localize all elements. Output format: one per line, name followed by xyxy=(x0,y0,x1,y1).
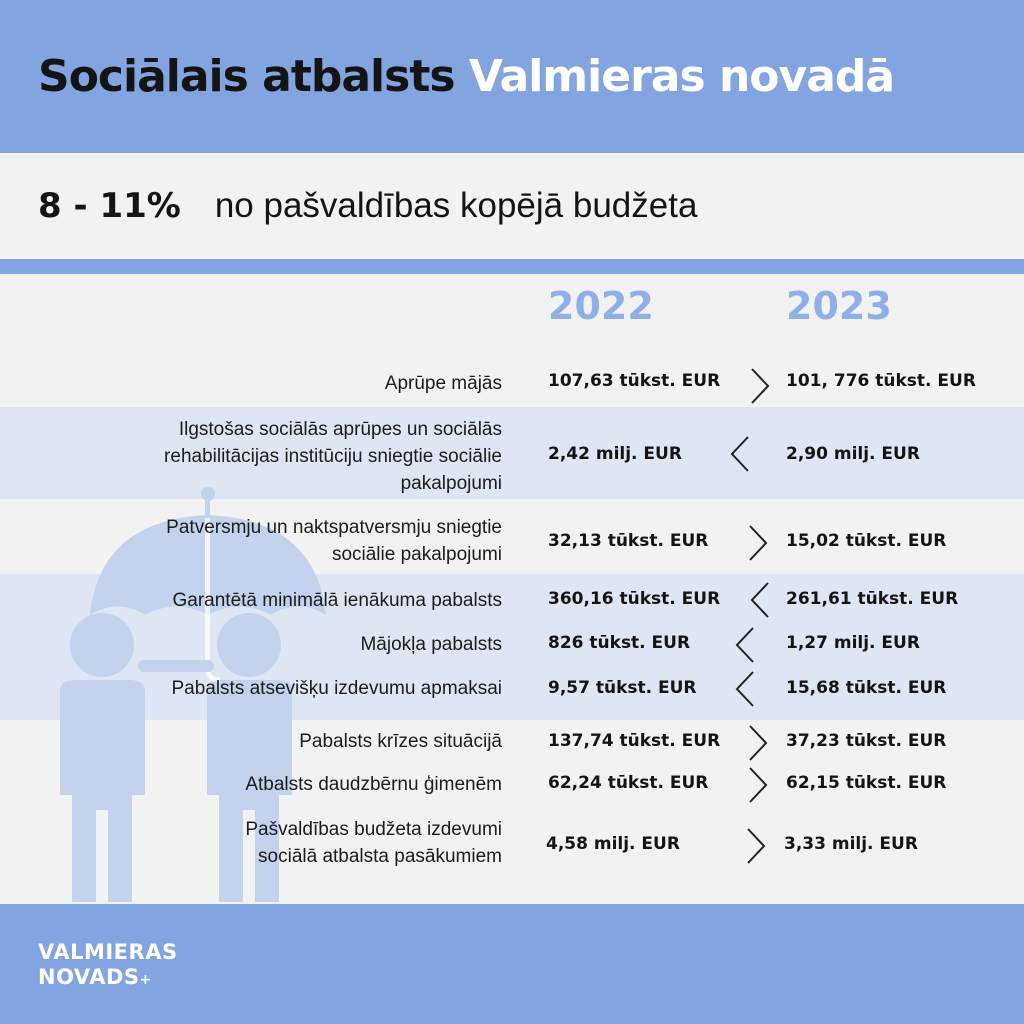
value-2022: 360,16 tūkst. EUR xyxy=(548,589,721,609)
value-2023: 15,68 tūkst. EUR xyxy=(786,678,947,698)
row-label-line: Pašvaldības budžeta izdevumi xyxy=(245,819,502,840)
row-label-line: Ilgstošas sociālās aprūpes un sociālās xyxy=(178,419,502,440)
row-label: Garantētā minimālā ienākuma pabalsts xyxy=(172,590,502,611)
chevron-right-icon xyxy=(748,366,772,406)
row-label-line: pakalpojumi xyxy=(400,473,502,494)
year-2023-header: 2023 xyxy=(786,284,892,328)
budget-percent: 8 - 11% xyxy=(38,186,181,226)
page-title xyxy=(38,51,894,102)
logo-line-2: NOVADS xyxy=(38,965,140,989)
year-2022-header: 2022 xyxy=(548,284,654,328)
row-label: Atbalsts daudzbērnu ģimenēm xyxy=(245,774,502,795)
budget-share xyxy=(0,153,1024,259)
value-2022: 826 tūkst. EUR xyxy=(548,633,691,653)
value-2023: 15,02 tūkst. EUR xyxy=(786,531,947,551)
row-label: Pabalsts atsevišķu izdevumu apmaksai xyxy=(171,678,502,699)
chevron-right-icon xyxy=(746,765,770,805)
row-label: Mājokļa pabalsts xyxy=(360,634,502,655)
value-2022: 4,58 milj. EUR xyxy=(546,834,680,854)
row-label-line: sociālā atbalsta pasākumiem xyxy=(258,846,502,867)
row-label-line: rehabilitācijas institūciju sniegtie sociālie xyxy=(164,446,502,467)
row-label-line: sociālie pakalpojumi xyxy=(331,544,502,565)
row-label-line: Patversmju un naktspatversmju sniegtie xyxy=(166,517,502,538)
chevron-right-icon xyxy=(746,723,770,763)
value-2022: 32,13 tūkst. EUR xyxy=(548,531,709,551)
value-2022: 62,24 tūkst. EUR xyxy=(548,773,709,793)
row-label: Aprūpe mājās xyxy=(384,373,502,394)
logo-plus-mark: + xyxy=(139,972,152,988)
title-part-1: Sociālais atbalsts xyxy=(38,51,455,102)
chevron-left-icon xyxy=(733,625,757,665)
value-2022: 137,74 tūkst. EUR xyxy=(548,731,721,751)
chevron-left-icon xyxy=(728,434,752,474)
value-2022: 2,42 milj. EUR xyxy=(548,444,682,464)
value-2023: 2,90 milj. EUR xyxy=(786,444,920,464)
row-label xyxy=(166,514,502,568)
value-2022: 107,63 tūkst. EUR xyxy=(548,371,721,391)
value-2023: 37,23 tūkst. EUR xyxy=(786,731,947,751)
value-2023: 62,15 tūkst. EUR xyxy=(786,773,947,793)
value-2023: 261,61 tūkst. EUR xyxy=(786,589,959,609)
value-2023: 101, 776 tūkst. EUR xyxy=(786,371,976,391)
row-label xyxy=(164,416,502,497)
chevron-left-icon xyxy=(748,580,772,620)
value-2023: 1,27 milj. EUR xyxy=(786,633,920,653)
chevron-left-icon xyxy=(733,669,757,709)
row-label xyxy=(245,816,502,870)
value-2023: 3,33 milj. EUR xyxy=(784,834,918,854)
header-banner xyxy=(0,0,1024,153)
chevron-right-icon xyxy=(746,523,770,563)
row-label: Pabalsts krīzes situācijā xyxy=(299,731,502,752)
chevron-right-icon xyxy=(744,826,768,866)
value-2022: 9,57 tūkst. EUR xyxy=(548,678,697,698)
title-part-2: Valmieras novadā xyxy=(468,51,895,102)
logo-line-1: VALMIERAS xyxy=(38,940,178,964)
budget-text: no pašvaldības kopējā budžeta xyxy=(214,186,698,225)
divider-band xyxy=(0,259,1024,274)
valmieras-novads-logo xyxy=(38,940,178,993)
